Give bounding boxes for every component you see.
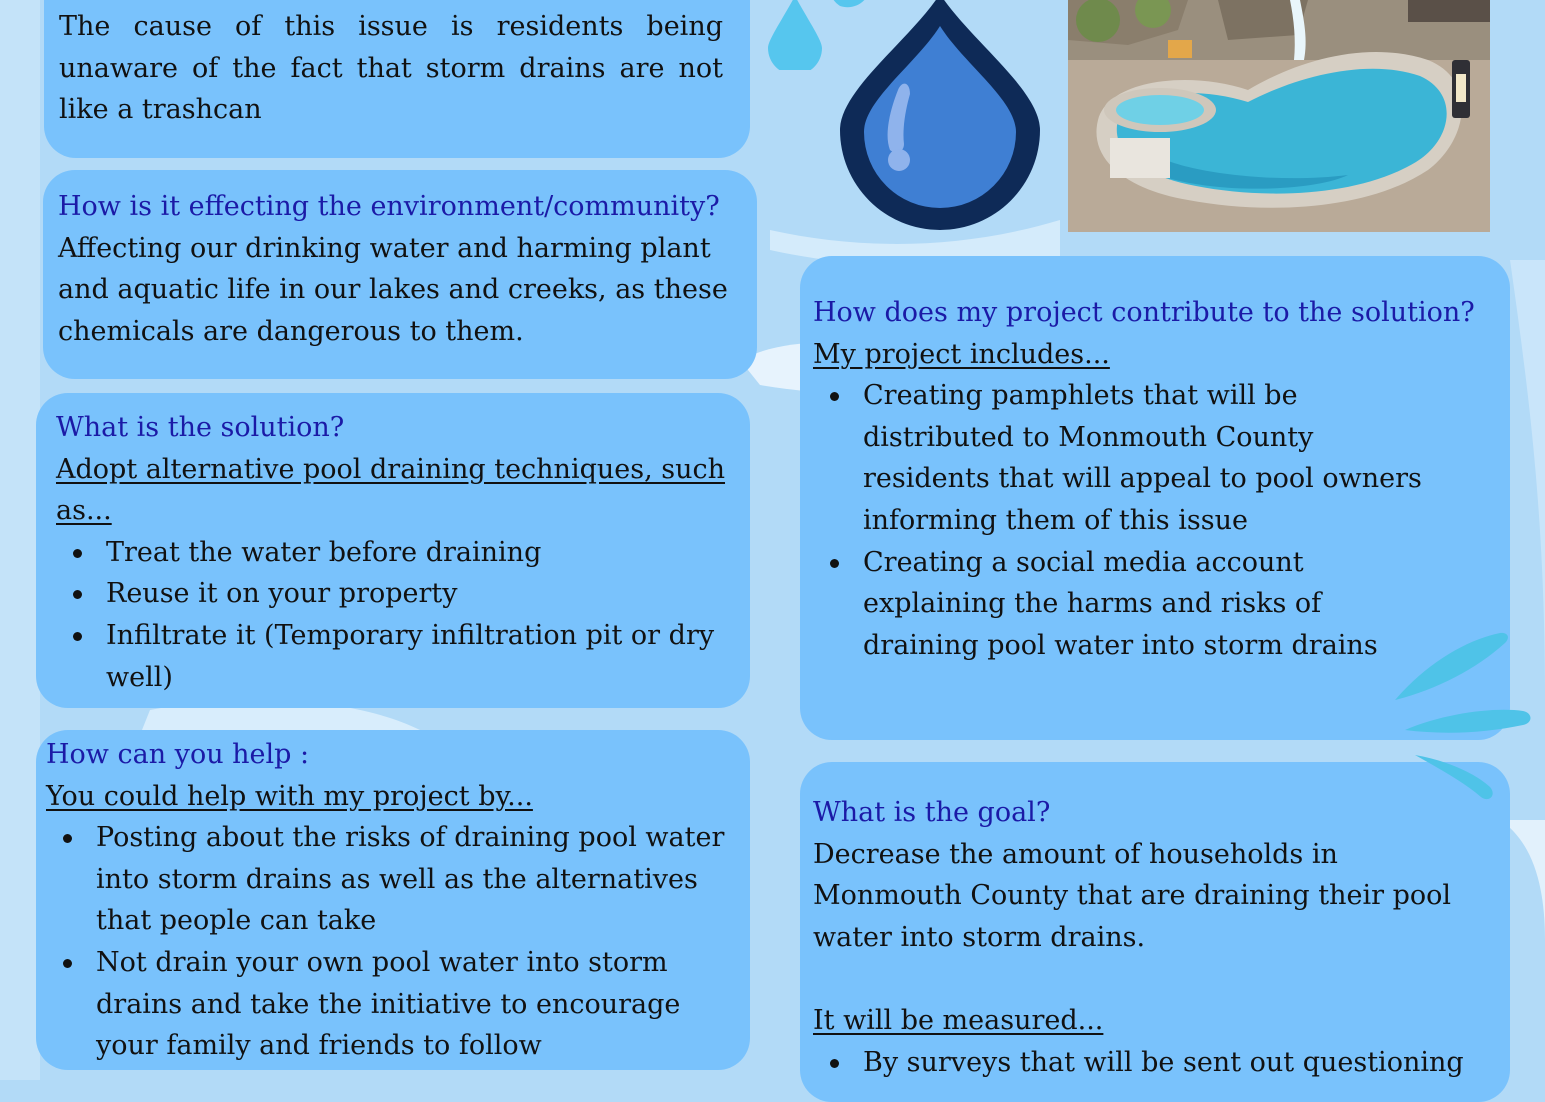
list-item: Posting about the risks of draining pool water into storm drains as well as the alternatives that people can take: [46, 817, 740, 942]
goal-card: [800, 762, 1510, 1102]
cause-card: [44, 0, 750, 158]
solution-list: [56, 532, 740, 698]
project-question: How does my project contribute to the solution?: [813, 297, 1475, 328]
list-item: By surveys that will be sent out questioning: [813, 1042, 1500, 1084]
cause-text: The cause of this issue is residents being unaware of the fact that storm drains are not like a trashcan: [59, 11, 723, 126]
help-list: [46, 817, 740, 1067]
help-question: How can you help :: [46, 739, 310, 770]
list-item: Creating a social media account explaining the harms and risks of draining pool water into storm drains: [813, 542, 1433, 667]
solution-intro: Adopt alternative pool draining techniques, such as...: [56, 453, 726, 527]
help-card: [36, 730, 750, 1070]
goal-text: Decrease the amount of households in Monmouth County that are draining their pool water into storm drains.: [813, 838, 1452, 953]
list-item: Creating pamphlets that will be distributed to Monmouth County residents that will appeal to pool owners informing them of this issue: [813, 375, 1433, 541]
list-item: Infiltrate it (Temporary infiltration pit or dry well): [56, 615, 740, 698]
pool-photo: [1068, 0, 1490, 232]
list-item: Not drain your own pool water into storm drains and take the initiative to encourage your family and friends to follow: [46, 942, 740, 1067]
help-intro: You could help with my project by...: [46, 780, 533, 812]
solution-question: What is the solution?: [56, 412, 345, 443]
effect-card: [43, 170, 757, 379]
solution-card: [36, 393, 750, 708]
effect-question: How is it effecting the environment/community?: [58, 191, 720, 222]
list-item: Reuse it on your property: [56, 573, 740, 615]
effect-text: Affecting our drinking water and harming plant and aquatic life in our lakes and creeks, as these chemicals are dangerous to them.: [58, 232, 728, 347]
project-intro: My project includes...: [813, 338, 1110, 370]
splash-icon: [1385, 625, 1545, 805]
goal-question: What is the goal?: [813, 797, 1051, 828]
project-list: [813, 375, 1433, 666]
goal-measure-intro: It will be measured...: [813, 1004, 1104, 1036]
goal-list: [813, 1042, 1500, 1084]
water-drop-icon: [830, 0, 1050, 230]
list-item: Treat the water before draining: [56, 532, 740, 574]
